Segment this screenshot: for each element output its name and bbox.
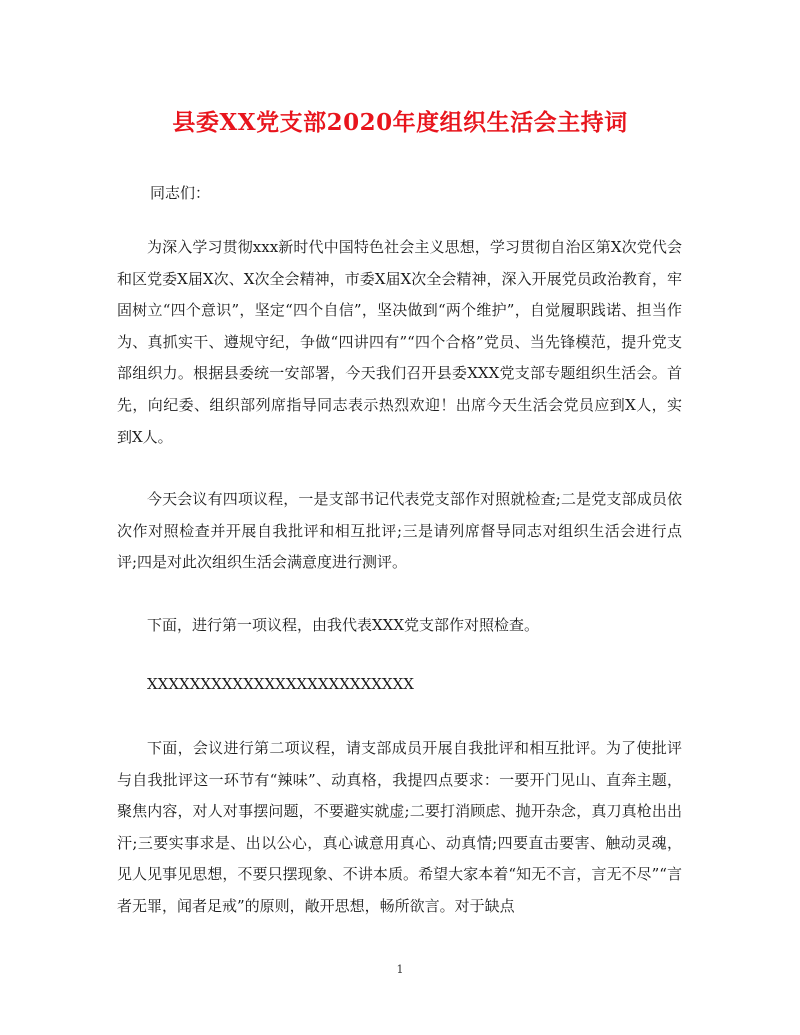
paragraph-agenda: 今天会议有四项议程，一是支部书记代表党支部作对照就检查;二是党支部成员依次作对照检查并开展自我批评和相互批评;三是请列席督导同志对组织生活会进行点评;四是对此次组织生活会满意度进行测评。 — [117, 490, 682, 572]
document-title: 县委XX党支部2020年度组织生活会主持词 — [172, 109, 628, 136]
paragraph-first-item: 下面，进行第一项议程，由我代表XXX党支部作对照检查。 — [147, 616, 540, 634]
paragraph-placeholder: XXXXXXXXXXXXXXXXXXXXXXXXX — [147, 675, 414, 693]
paragraph-opening: 为深入学习贯彻xxx新时代中国特色社会主义思想，学习贯彻自治区第X次党代会和区党委X届X次、X次全会精神，市委X届X次全会精神，深入开展党员政治教育，牢固树立“四个意识”，坚定“四个自信”，坚决做到“两个维护”，自觉履职践诺、担当作为、真抓实干、遵规守纪，争做“四讲四有”“四个合格”党员、当先锋模范，提升党支部组织力。根据县委统一安部署，今天我们召开县委XXX党支部专题组织生活会。首先，向纪委、组织部列席指导同志表示热烈欢迎！出席今天生活会党员应到X人，实到X人。 — [117, 238, 682, 446]
page-number: 1 — [396, 963, 404, 976]
greeting: 同志们： — [150, 184, 211, 202]
paragraph-second-item: 下面，会议进行第二项议程，请支部成员开展自我批评和相互批评。为了使批评与自我批评这一环节有“辣味”、动真格，我提四点要求：一要开门见山、直奔主题，聚焦内容，对人对事摆问题，不要避实就虚;二要打消顾虑、抛开杂念，真刀真枪出出汗;三要实事求是、出以公心，真心诚意用真心、动真情;四要直击要害、触动灵魂，见人见事见思想，不要只摆现象、不讲本质。希望大家本着“知无不言，言无不尽”“言者无罪，闻者足戒”的原则，敞开思想，畅所欲言。对于缺点 — [117, 739, 682, 915]
